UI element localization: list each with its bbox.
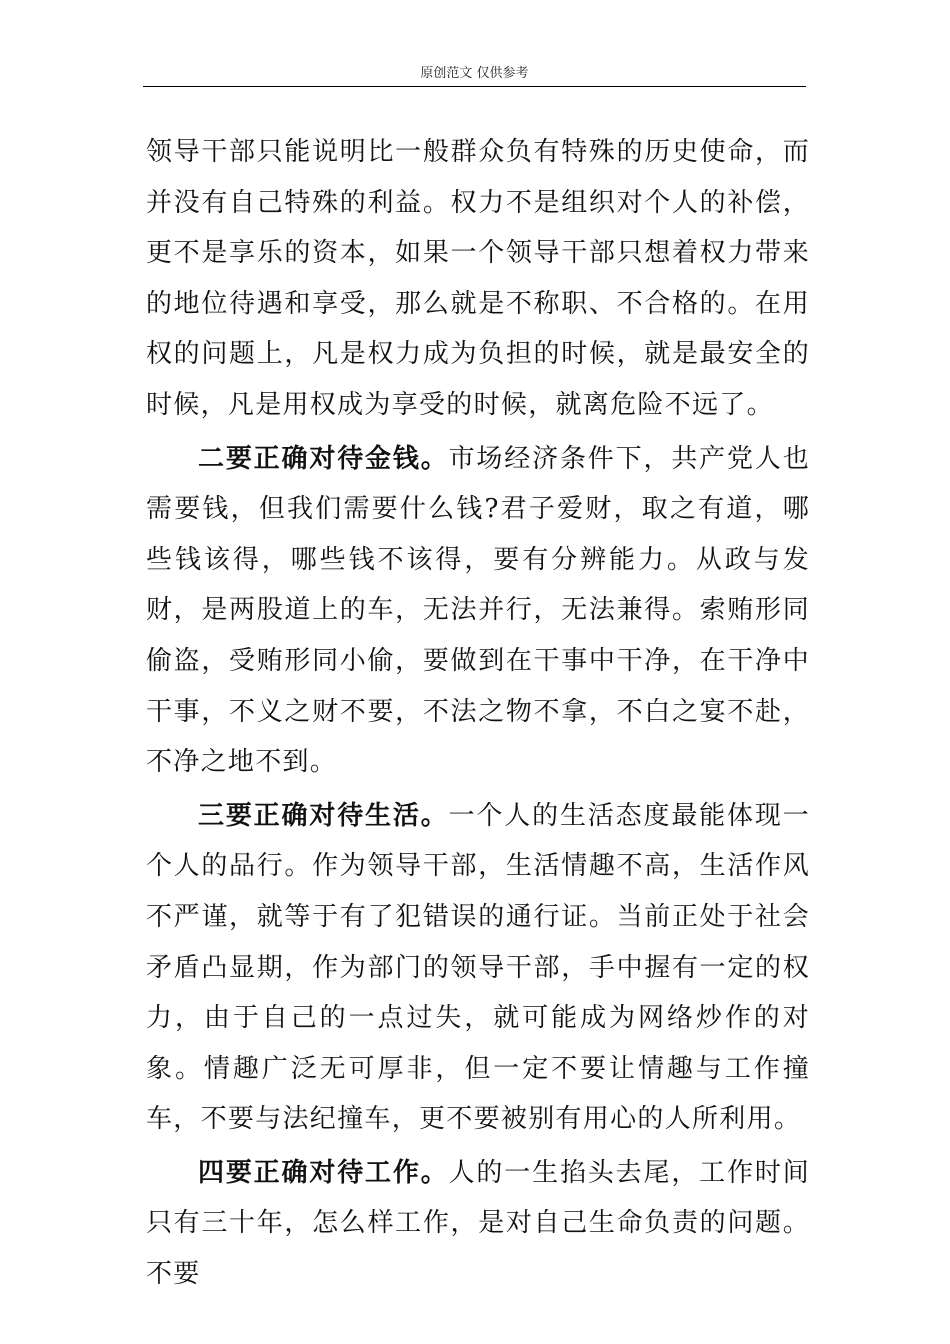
paragraph-heading: 二要正确对待金钱。 [198, 443, 449, 474]
paragraph-body: 人的一生掐头去尾，工作时间只有三十年，怎么样工作，是对自己生命负责的问题。不要 [146, 1157, 811, 1290]
paragraph-life [146, 791, 810, 1145]
header-text: 原创范文 仅供参考 [420, 66, 529, 81]
paragraph-body: 一个人的生活态度最能体现一个人的品行。作为领导干部，生活情趣不高，生活作风不严谨，就等于有了犯错误的通行证。当前正处于社会矛盾凸显期，作为部门的领导干部，手中握有一定的权力，由于自己的一点过失，就可能成为网络炒作的对象。情趣广泛无可厚非，但一定不要让情趣与工作撞车，不要与法纪撞车，更不要被别有用心的人所利用。 [146, 800, 811, 1135]
paragraph-heading: 四要正确对待工作。 [198, 1157, 449, 1188]
paragraph-body: 领导干部只能说明比一般群众负有特殊的历史使命，而并没有自己特殊的利益。权力不是组织对个人的补偿，更不是享乐的资本，如果一个领导干部只想着权力带来的地位待遇和享受，那么就是不称职、不合格的。在用权的问题上，凡是权力成为负担的时候，就是最安全的时候，凡是用权成为享受的时候，就离危险不远了。 [146, 137, 810, 420]
paragraph-money [146, 434, 810, 788]
paragraph-continuation [146, 127, 810, 431]
paragraph-heading: 三要正确对待生活。 [198, 800, 449, 831]
document-body [146, 127, 810, 1303]
paragraph-work [146, 1148, 810, 1300]
paragraph-body: 市场经济条件下，共产党人也需要钱，但我们需要什么钱?君子爱财，取之有道，哪些钱该得，哪些钱不该得，要有分辨能力。从政与发财，是两股道上的车，无法并行，无法兼得。索贿形同偷盗，受贿形同小偷，要做到在干事中干净，在干净中干事，不义之财不要，不法之物不拿，不白之宴不赴，不净之地不到。 [146, 443, 811, 778]
page-header [143, 64, 806, 87]
